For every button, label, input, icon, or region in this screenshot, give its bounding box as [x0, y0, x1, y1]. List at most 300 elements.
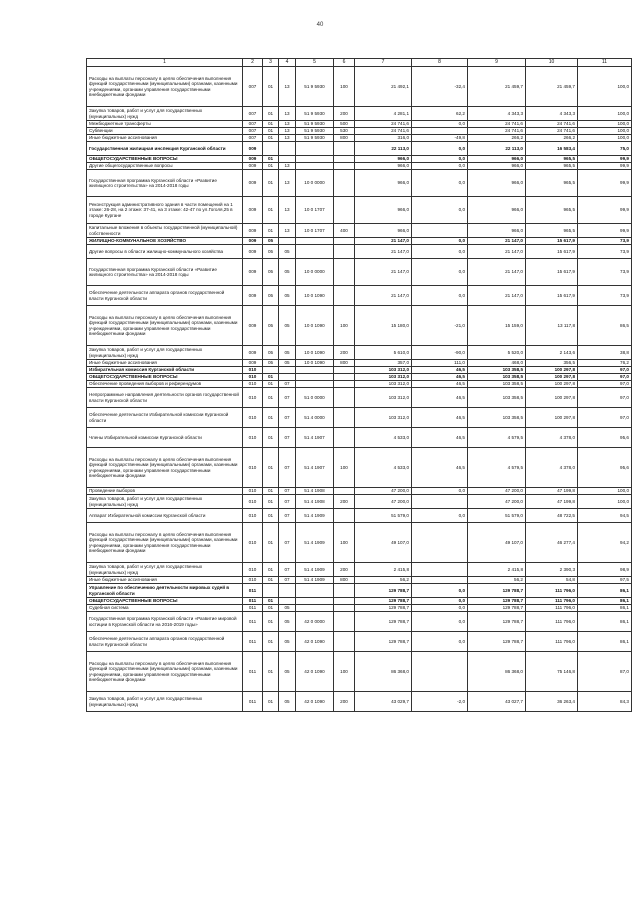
- refined-cell: 5 520,0: [468, 346, 526, 360]
- section-cell: 01: [263, 632, 279, 652]
- section-cell: 05: [263, 360, 279, 367]
- section-cell: 01: [263, 428, 279, 448]
- target-article-cell: [296, 238, 334, 245]
- subsection-cell: 13: [279, 170, 296, 197]
- section-cell: 01: [263, 605, 279, 612]
- ministry-cell: 011: [243, 652, 263, 692]
- target-article-cell: 51 9 5930: [296, 128, 334, 135]
- subsection-cell: 05: [279, 306, 296, 346]
- name-cell: Иные бюджетные ассигнования: [87, 577, 243, 584]
- percent-cell: 97,5: [578, 577, 632, 584]
- expense-type-cell: [334, 197, 355, 224]
- approved-cell: 22 113,0: [355, 142, 412, 156]
- subsection-cell: [279, 598, 296, 605]
- ministry-cell: 010: [243, 388, 263, 408]
- section-cell: 01: [263, 612, 279, 632]
- executed-cell: 2 143,6: [526, 346, 578, 360]
- ministry-cell: 009: [243, 142, 263, 156]
- target-article-cell: 10 0 1090: [296, 306, 334, 346]
- expense-type-cell: 530: [334, 128, 355, 135]
- column-number-cell: 2: [243, 59, 263, 67]
- percent-cell: 73,9: [578, 238, 632, 245]
- change-cell: 46,5: [412, 374, 468, 381]
- expense-type-cell: [334, 367, 355, 374]
- refined-cell: 129 788,7: [468, 632, 526, 652]
- percent-cell: 100,0: [578, 121, 632, 128]
- expense-type-cell: [334, 245, 355, 259]
- column-number-cell: 3: [263, 59, 279, 67]
- name-cell: Другие вопросы в области жилищно-коммунального хозяйства: [87, 245, 243, 259]
- approved-cell: 966,0: [355, 170, 412, 197]
- refined-cell: 468,0: [468, 360, 526, 367]
- executed-cell: 4 378,0: [526, 448, 578, 488]
- name-cell: Расходы на выплаты персоналу в целях обеспечения выполнения функций государственными (муниципальными) органами, казенными учреждениями, органами управления государственными внебюджетными фондами: [87, 306, 243, 346]
- expense-type-cell: [334, 598, 355, 605]
- section-cell: 01: [263, 523, 279, 563]
- subsection-cell: 13: [279, 67, 296, 107]
- subsection-cell: 07: [279, 381, 296, 388]
- executed-cell: 15 617,9: [526, 245, 578, 259]
- page-number: 40: [316, 22, 324, 28]
- table-row: [87, 286, 632, 306]
- section-cell: 05: [263, 346, 279, 360]
- column-number-cell: 1: [87, 59, 243, 67]
- approved-cell: 966,0: [355, 197, 412, 224]
- section-cell: 01: [263, 381, 279, 388]
- target-article-cell: 42 0 1090: [296, 652, 334, 692]
- name-cell: Обеспечение деятельности Избирательной комиссии Курганской области: [87, 408, 243, 428]
- executed-cell: 15 617,9: [526, 259, 578, 286]
- expense-type-cell: 800: [334, 135, 355, 142]
- expense-type-cell: [334, 259, 355, 286]
- change-cell: [412, 652, 468, 692]
- expense-type-cell: [334, 170, 355, 197]
- target-article-cell: 51 4 1909: [296, 523, 334, 563]
- header-row: [87, 59, 632, 67]
- section-cell: [263, 142, 279, 156]
- percent-cell: 99,9: [578, 163, 632, 170]
- budget-table: [86, 58, 632, 712]
- percent-cell: 73,9: [578, 286, 632, 306]
- subsection-cell: 05: [279, 286, 296, 306]
- ministry-cell: 009: [243, 224, 263, 238]
- table-row: [87, 238, 632, 245]
- percent-cell: 95,6: [578, 448, 632, 488]
- section-cell: 01: [263, 67, 279, 107]
- table-row: [87, 367, 632, 374]
- target-article-cell: 10 0 0000: [296, 170, 334, 197]
- subsection-cell: 07: [279, 577, 296, 584]
- section-cell: 01: [263, 577, 279, 584]
- ministry-cell: 009: [243, 163, 263, 170]
- name-cell: ОБЩЕГОСУДАРСТВЕННЫЕ ВОПРОСЫ: [87, 156, 243, 163]
- change-cell: 0,0: [412, 163, 468, 170]
- change-cell: 0,0: [412, 584, 468, 598]
- approved-cell: 24 741,6: [355, 128, 412, 135]
- refined-cell: 21 459,7: [468, 67, 526, 107]
- target-article-cell: 51 4 0000: [296, 408, 334, 428]
- change-cell: 46,5: [412, 408, 468, 428]
- table-row: [87, 523, 632, 563]
- subsection-cell: 05: [279, 612, 296, 632]
- change-cell: 46,5: [412, 388, 468, 408]
- ministry-cell: 011: [243, 612, 263, 632]
- target-article-cell: 51 0 0000: [296, 388, 334, 408]
- refined-cell: 103 358,5: [468, 381, 526, 388]
- target-article-cell: 10 0 1707: [296, 224, 334, 238]
- expense-type-cell: [334, 612, 355, 632]
- table-row: [87, 128, 632, 135]
- approved-cell: 316,0: [355, 135, 412, 142]
- executed-cell: 36 263,4: [526, 692, 578, 712]
- approved-cell: 47 200,0: [355, 495, 412, 509]
- percent-cell: 86,1: [578, 584, 632, 598]
- name-cell: Управление по обеспечению деятельности мировых судей в Курганской области: [87, 584, 243, 598]
- approved-cell: 56,2: [355, 577, 412, 584]
- ministry-cell: 010: [243, 563, 263, 577]
- approved-cell: 103 312,0: [355, 381, 412, 388]
- table-row: [87, 488, 632, 495]
- ministry-cell: 010: [243, 495, 263, 509]
- target-article-cell: [296, 156, 334, 163]
- subsection-cell: 13: [279, 107, 296, 121]
- target-article-cell: 51 9 5930: [296, 135, 334, 142]
- percent-cell: 99,9: [578, 224, 632, 238]
- percent-cell: 86,1: [578, 605, 632, 612]
- executed-cell: 24 741,6: [526, 121, 578, 128]
- change-cell: 0,0: [412, 598, 468, 605]
- approved-cell: 21 147,0: [355, 238, 412, 245]
- executed-cell: 100 297,8: [526, 408, 578, 428]
- percent-cell: 38,8: [578, 346, 632, 360]
- target-article-cell: [296, 367, 334, 374]
- change-cell: -21,0: [412, 306, 468, 346]
- refined-cell: 103 358,5: [468, 408, 526, 428]
- expense-type-cell: [334, 584, 355, 598]
- percent-cell: 100,0: [578, 488, 632, 495]
- approved-cell: 49 107,0: [355, 523, 412, 563]
- executed-cell: 100 297,8: [526, 374, 578, 381]
- executed-cell: 266,2: [526, 135, 578, 142]
- expense-type-cell: 100: [334, 306, 355, 346]
- approved-cell: 129 788,7: [355, 598, 412, 605]
- target-article-cell: [296, 163, 334, 170]
- section-cell: 01: [263, 408, 279, 428]
- change-cell: [412, 563, 468, 577]
- expense-type-cell: 200: [334, 107, 355, 121]
- expense-type-cell: [334, 238, 355, 245]
- change-cell: 0,0: [412, 156, 468, 163]
- name-cell: Капитальные вложения в объекты государственной (муниципальной) собственности: [87, 224, 243, 238]
- ministry-cell: 009: [243, 170, 263, 197]
- subsection-cell: 13: [279, 197, 296, 224]
- name-cell: ОБЩЕГОСУДАРСТВЕННЫЕ ВОПРОСЫ: [87, 374, 243, 381]
- name-cell: Члены Избирательной комиссии Курганской области: [87, 428, 243, 448]
- name-cell: Государственная программа Курганской области «Развитие жилищного строительства» на 2014-2018 годы: [87, 170, 243, 197]
- refined-cell: 4 579,5: [468, 448, 526, 488]
- approved-cell: 357,0: [355, 360, 412, 367]
- ministry-cell: 007: [243, 121, 263, 128]
- table-row: [87, 495, 632, 509]
- executed-cell: 965,5: [526, 163, 578, 170]
- percent-cell: 98,9: [578, 563, 632, 577]
- section-cell: 01: [263, 509, 279, 523]
- table-row: [87, 142, 632, 156]
- executed-cell: 16 583,4: [526, 142, 578, 156]
- subsection-cell: 13: [279, 224, 296, 238]
- name-cell: Расходы на выплаты персоналу в целях обеспечения выполнения функций государственными (муниципальными) органами, казенными учреждениями, органами управления государственными внебюджетными фондами: [87, 448, 243, 488]
- section-cell: 01: [263, 448, 279, 488]
- percent-cell: 100,0: [578, 128, 632, 135]
- executed-cell: 111 796,0: [526, 584, 578, 598]
- expense-type-cell: [334, 163, 355, 170]
- ministry-cell: 009: [243, 360, 263, 367]
- ministry-cell: 010: [243, 577, 263, 584]
- subsection-cell: 07: [279, 408, 296, 428]
- target-article-cell: 51 4 1908: [296, 495, 334, 509]
- target-article-cell: 10 0 1090: [296, 286, 334, 306]
- table-row: [87, 197, 632, 224]
- ministry-cell: 010: [243, 488, 263, 495]
- executed-cell: 47 199,8: [526, 488, 578, 495]
- expense-type-cell: 200: [334, 495, 355, 509]
- table-row: [87, 245, 632, 259]
- target-article-cell: 51 4 1909: [296, 509, 334, 523]
- target-article-cell: 51 4 1909: [296, 563, 334, 577]
- refined-cell: 129 788,7: [468, 605, 526, 612]
- refined-cell: 129 788,7: [468, 598, 526, 605]
- table-row: [87, 577, 632, 584]
- percent-cell: 94,2: [578, 523, 632, 563]
- subsection-cell: 05: [279, 360, 296, 367]
- executed-cell: 965,5: [526, 170, 578, 197]
- table-row: [87, 692, 632, 712]
- refined-cell: 103 358,5: [468, 374, 526, 381]
- table-row: [87, 632, 632, 652]
- executed-cell: 15 617,9: [526, 238, 578, 245]
- table-row: [87, 67, 632, 107]
- subsection-cell: 05: [279, 692, 296, 712]
- section-cell: 01: [263, 598, 279, 605]
- percent-cell: 86,1: [578, 612, 632, 632]
- expense-type-cell: [334, 286, 355, 306]
- change-cell: 0,0: [412, 509, 468, 523]
- approved-cell: 51 579,0: [355, 509, 412, 523]
- target-article-cell: 10 0 0000: [296, 259, 334, 286]
- name-cell: Межбюджетные трансферты: [87, 121, 243, 128]
- change-cell: 46,5: [412, 428, 468, 448]
- ministry-cell: 009: [243, 306, 263, 346]
- target-article-cell: [296, 245, 334, 259]
- target-article-cell: 10 0 1090: [296, 346, 334, 360]
- name-cell: Государственная жилищная инспекция Курганской области: [87, 142, 243, 156]
- change-cell: 111,0: [412, 360, 468, 367]
- ministry-cell: 011: [243, 598, 263, 605]
- table-row: [87, 563, 632, 577]
- name-cell: Закупка товаров, работ и услуг для государственных (муниципальных) нужд: [87, 692, 243, 712]
- executed-cell: 100 297,8: [526, 381, 578, 388]
- table-row: [87, 448, 632, 488]
- approved-cell: 4 281,1: [355, 107, 412, 121]
- column-number-cell: 8: [412, 59, 468, 67]
- approved-cell: 103 312,0: [355, 408, 412, 428]
- executed-cell: 24 741,6: [526, 128, 578, 135]
- expense-type-cell: 200: [334, 692, 355, 712]
- ministry-cell: 007: [243, 135, 263, 142]
- percent-cell: 86,1: [578, 632, 632, 652]
- refined-cell: 966,0: [468, 224, 526, 238]
- ministry-cell: 009: [243, 346, 263, 360]
- expense-type-cell: 800: [334, 360, 355, 367]
- percent-cell: 86,5: [578, 306, 632, 346]
- change-cell: [412, 128, 468, 135]
- name-cell: Другие общегосударственные вопросы: [87, 163, 243, 170]
- ministry-cell: 009: [243, 259, 263, 286]
- refined-cell: 24 741,6: [468, 128, 526, 135]
- executed-cell: 965,5: [526, 197, 578, 224]
- change-cell: -32,4: [412, 67, 468, 107]
- table-row: [87, 156, 632, 163]
- target-article-cell: [296, 374, 334, 381]
- ministry-cell: 007: [243, 67, 263, 107]
- approved-cell: 2 415,8: [355, 563, 412, 577]
- section-cell: 01: [263, 163, 279, 170]
- table-row: [87, 381, 632, 388]
- subsection-cell: [279, 156, 296, 163]
- table-row: [87, 428, 632, 448]
- refined-cell: 4 343,3: [468, 107, 526, 121]
- change-cell: 0,0: [412, 612, 468, 632]
- subsection-cell: 05: [279, 245, 296, 259]
- table-row: [87, 374, 632, 381]
- change-cell: 46,5: [412, 381, 468, 388]
- target-article-cell: 10 0 1707: [296, 197, 334, 224]
- expense-type-cell: [334, 388, 355, 408]
- refined-cell: 103 358,5: [468, 367, 526, 374]
- subsection-cell: 05: [279, 632, 296, 652]
- subsection-cell: 07: [279, 428, 296, 448]
- section-cell: 01: [263, 374, 279, 381]
- ministry-cell: 010: [243, 381, 263, 388]
- expense-type-cell: 500: [334, 121, 355, 128]
- percent-cell: 100,0: [578, 107, 632, 121]
- approved-cell: 103 312,0: [355, 374, 412, 381]
- name-cell: Судебная система: [87, 605, 243, 612]
- ministry-cell: 007: [243, 107, 263, 121]
- percent-cell: 73,9: [578, 259, 632, 286]
- name-cell: Аппарат Избирательной комиссии Курганской области: [87, 509, 243, 523]
- subsection-cell: [279, 374, 296, 381]
- name-cell: Иные бюджетные ассигнования: [87, 360, 243, 367]
- subsection-cell: 07: [279, 563, 296, 577]
- executed-cell: 111 796,0: [526, 612, 578, 632]
- executed-cell: 48 722,5: [526, 509, 578, 523]
- section-cell: 01: [263, 170, 279, 197]
- refined-cell: 266,2: [468, 135, 526, 142]
- expense-type-cell: [334, 488, 355, 495]
- ministry-cell: 007: [243, 128, 263, 135]
- executed-cell: 47 199,8: [526, 495, 578, 509]
- change-cell: 0,0: [412, 142, 468, 156]
- table-row: [87, 612, 632, 632]
- approved-cell: 21 147,0: [355, 245, 412, 259]
- change-cell: 46,5: [412, 448, 468, 488]
- refined-cell: 129 788,7: [468, 612, 526, 632]
- column-number-cell: 6: [334, 59, 355, 67]
- target-article-cell: 10 0 1090: [296, 360, 334, 367]
- approved-cell: 103 312,0: [355, 388, 412, 408]
- executed-cell: 356,5: [526, 360, 578, 367]
- refined-cell: 966,0: [468, 197, 526, 224]
- section-cell: 05: [263, 286, 279, 306]
- approved-cell: 4 533,0: [355, 448, 412, 488]
- table-row: [87, 135, 632, 142]
- section-cell: 01: [263, 388, 279, 408]
- subsection-cell: 13: [279, 128, 296, 135]
- refined-cell: 21 147,0: [468, 286, 526, 306]
- table-row: [87, 408, 632, 428]
- ministry-cell: 010: [243, 428, 263, 448]
- table-row: [87, 170, 632, 197]
- target-article-cell: [296, 605, 334, 612]
- name-cell: Иные бюджетные ассигнования: [87, 135, 243, 142]
- refined-cell: 24 741,6: [468, 121, 526, 128]
- expense-type-cell: [334, 509, 355, 523]
- approved-cell: 129 788,7: [355, 612, 412, 632]
- approved-cell: 21 147,0: [355, 286, 412, 306]
- column-number-cell: 5: [296, 59, 334, 67]
- executed-cell: 2 390,3: [526, 563, 578, 577]
- approved-cell: 966,0: [355, 156, 412, 163]
- ministry-cell: 011: [243, 632, 263, 652]
- subsection-cell: [279, 142, 296, 156]
- refined-cell: 21 147,0: [468, 238, 526, 245]
- subsection-cell: 05: [279, 259, 296, 286]
- subsection-cell: 05: [279, 605, 296, 612]
- approved-cell: 86 368,0: [355, 652, 412, 692]
- percent-cell: 86,1: [578, 598, 632, 605]
- refined-cell: 21 147,0: [468, 245, 526, 259]
- change-cell: 0,0: [412, 488, 468, 495]
- executed-cell: 100 297,8: [526, 388, 578, 408]
- refined-cell: 15 159,0: [468, 306, 526, 346]
- change-cell: 0,0: [412, 238, 468, 245]
- approved-cell: 15 180,0: [355, 306, 412, 346]
- name-cell: Обеспечение проведения выборов и референдумов: [87, 381, 243, 388]
- ministry-cell: 010: [243, 509, 263, 523]
- target-article-cell: [296, 381, 334, 388]
- ministry-cell: 009: [243, 238, 263, 245]
- subsection-cell: 13: [279, 135, 296, 142]
- change-cell: 0,0: [412, 259, 468, 286]
- percent-cell: 94,5: [578, 509, 632, 523]
- table-row: [87, 346, 632, 360]
- refined-cell: 86 368,0: [468, 652, 526, 692]
- refined-cell: 2 415,8: [468, 563, 526, 577]
- approved-cell: 21 147,0: [355, 259, 412, 286]
- executed-cell: 111 796,0: [526, 598, 578, 605]
- section-cell: 05: [263, 245, 279, 259]
- approved-cell: 21 492,1: [355, 67, 412, 107]
- ministry-cell: 010: [243, 408, 263, 428]
- table-row: [87, 652, 632, 692]
- target-article-cell: 51 4 1907: [296, 448, 334, 488]
- change-cell: 0,0: [412, 605, 468, 612]
- percent-cell: 95,6: [578, 428, 632, 448]
- table-row: [87, 259, 632, 286]
- change-cell: [412, 224, 468, 238]
- name-cell: Закупка товаров, работ и услуг для государственных (муниципальных) нужд: [87, 346, 243, 360]
